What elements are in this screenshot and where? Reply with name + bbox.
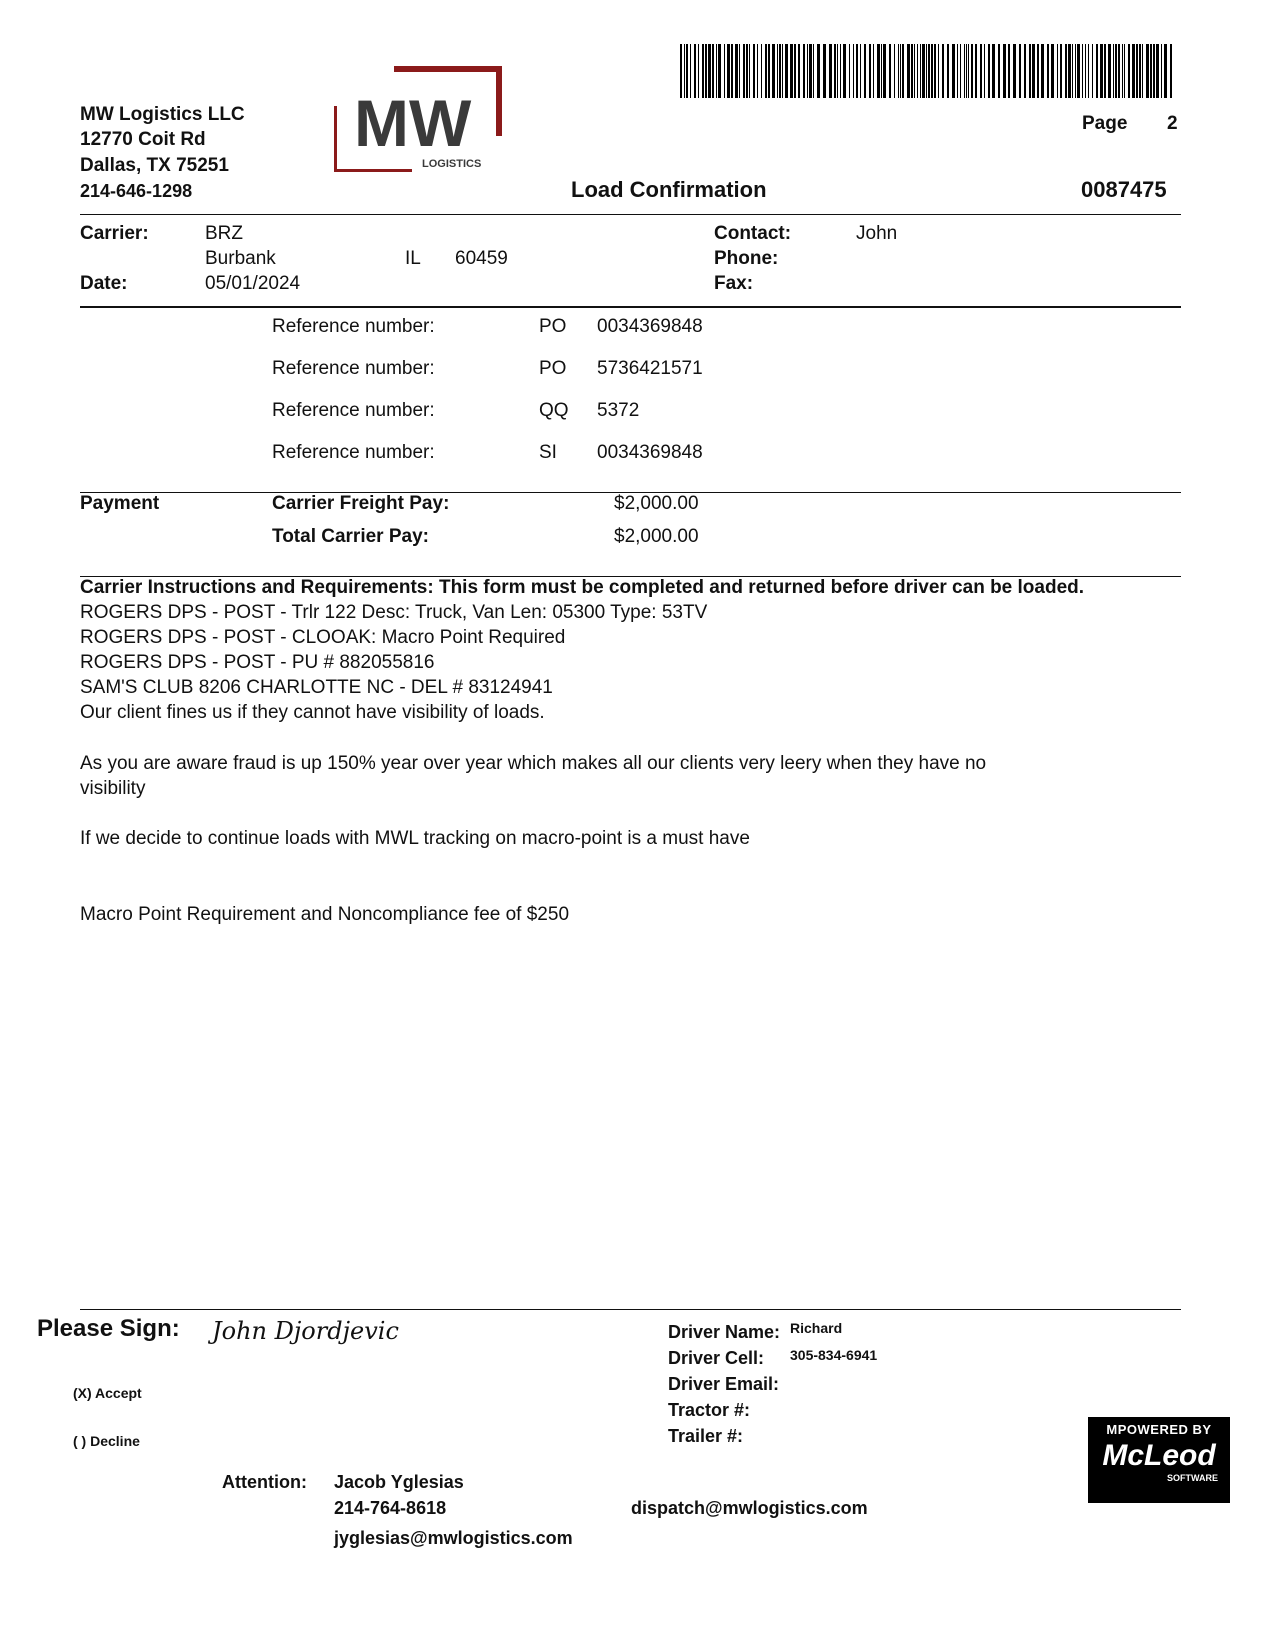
attention-label: Attention:: [222, 1472, 307, 1492]
page-label: Page: [1082, 113, 1128, 134]
instruction-line: Our client fines us if they cannot have visibility of loads.: [80, 702, 545, 723]
badge-line-1: MPOWERED BY: [1106, 1422, 1212, 1437]
mw-logo: [334, 66, 502, 172]
attention-phone: 214-764-8618: [334, 1498, 447, 1518]
total-pay-label: Total Carrier Pay:: [272, 526, 429, 547]
contact-value: John: [856, 223, 898, 244]
divider-carrier: [80, 306, 1181, 308]
fee-note: Macro Point Requirement and Noncompliance fee of $250: [80, 904, 570, 925]
divider-header: [80, 214, 1181, 215]
driver-cell-label: Driver Cell:: [668, 1348, 765, 1368]
mcleod-badge: [1088, 1417, 1230, 1503]
reference-value: 0034369848: [597, 316, 703, 337]
dispatch-email[interactable]: dispatch@mwlogistics.com: [631, 1498, 868, 1518]
divider-signature: [80, 1309, 1181, 1310]
logo-subtext: LOGISTICS: [422, 158, 482, 170]
reference-label: Reference number:: [272, 400, 435, 421]
attention-email[interactable]: jyglesias@mwlogistics.com: [334, 1528, 573, 1548]
fraud-note-line-2: visibility: [80, 778, 146, 799]
carrier-zip: 60459: [455, 248, 508, 269]
date-label: Date:: [80, 273, 128, 294]
instruction-line: ROGERS DPS - POST - Trlr 122 Desc: Truck, Van Len: 05300 Type: 53TV: [80, 602, 708, 623]
reference-type: SI: [539, 442, 557, 463]
total-pay-value: $2,000.00: [614, 526, 699, 547]
tracking-note: If we decide to continue loads with MWL tracking on macro-point is a must have: [80, 828, 750, 849]
driver-cell-value[interactable]: 305-834-6941: [790, 1347, 878, 1363]
contact-label: Contact:: [714, 223, 792, 244]
carrier-label: Carrier:: [80, 223, 149, 244]
document-title: Load Confirmation: [571, 177, 767, 202]
driver-email-label: Driver Email:: [668, 1374, 780, 1394]
carrier-city: Burbank: [205, 248, 276, 269]
phone-label: Phone:: [714, 248, 779, 269]
barcode: [680, 44, 1176, 98]
freight-pay-label: Carrier Freight Pay:: [272, 493, 450, 514]
load-number: 0087475: [1081, 177, 1167, 202]
trailer-label: Trailer #:: [668, 1426, 744, 1446]
reference-value: 0034369848: [597, 442, 703, 463]
company-name: MW Logistics LLC: [80, 104, 245, 125]
reference-value: 5372: [597, 400, 640, 421]
please-sign-label: Please Sign:: [37, 1315, 180, 1342]
attention-name: Jacob Yglesias: [334, 1472, 464, 1492]
logo-text: MW: [354, 86, 472, 160]
reference-type: PO: [539, 358, 567, 379]
carrier-name: BRZ: [205, 223, 243, 244]
decline-option[interactable]: ( ) Decline: [73, 1433, 140, 1449]
fax-label: Fax:: [714, 273, 754, 294]
company-phone: 214-646-1298: [80, 181, 193, 201]
signature[interactable]: John Djordjevic: [212, 1317, 399, 1345]
reference-type: PO: [539, 316, 567, 337]
tractor-label: Tractor #:: [668, 1400, 751, 1420]
reference-type: QQ: [539, 400, 569, 421]
instructions-heading: Carrier Instructions and Requirements: This form must be completed and returned before driver can be loaded.: [80, 577, 1085, 598]
company-address-2: Dallas, TX 75251: [80, 155, 229, 176]
badge-line-3: SOFTWARE: [1167, 1473, 1218, 1483]
reference-value: 5736421571: [597, 358, 703, 379]
instruction-line: SAM'S CLUB 8206 CHARLOTTE NC - DEL # 83124941: [80, 677, 553, 698]
badge-line-2: McLeod: [1102, 1439, 1216, 1472]
driver-name-label: Driver Name:: [668, 1322, 781, 1342]
freight-pay-value: $2,000.00: [614, 493, 699, 514]
company-address-1: 12770 Coit Rd: [80, 129, 206, 150]
page-number: 2: [1167, 113, 1178, 134]
instruction-line: ROGERS DPS - POST - PU # 882055816: [80, 652, 435, 673]
reference-label: Reference number:: [272, 442, 435, 463]
fraud-note-line-1: As you are aware fraud is up 150% year over year which makes all our clients very leery when they have no: [80, 753, 987, 774]
carrier-state: IL: [405, 248, 421, 269]
driver-name-value[interactable]: Richard: [790, 1320, 843, 1336]
payment-label: Payment: [80, 493, 160, 514]
reference-label: Reference number:: [272, 358, 435, 379]
instruction-line: ROGERS DPS - POST - CLOOAK: Macro Point Required: [80, 627, 566, 648]
date-value: 05/01/2024: [205, 273, 301, 294]
accept-option[interactable]: (X) Accept: [73, 1385, 142, 1401]
reference-label: Reference number:: [272, 316, 435, 337]
